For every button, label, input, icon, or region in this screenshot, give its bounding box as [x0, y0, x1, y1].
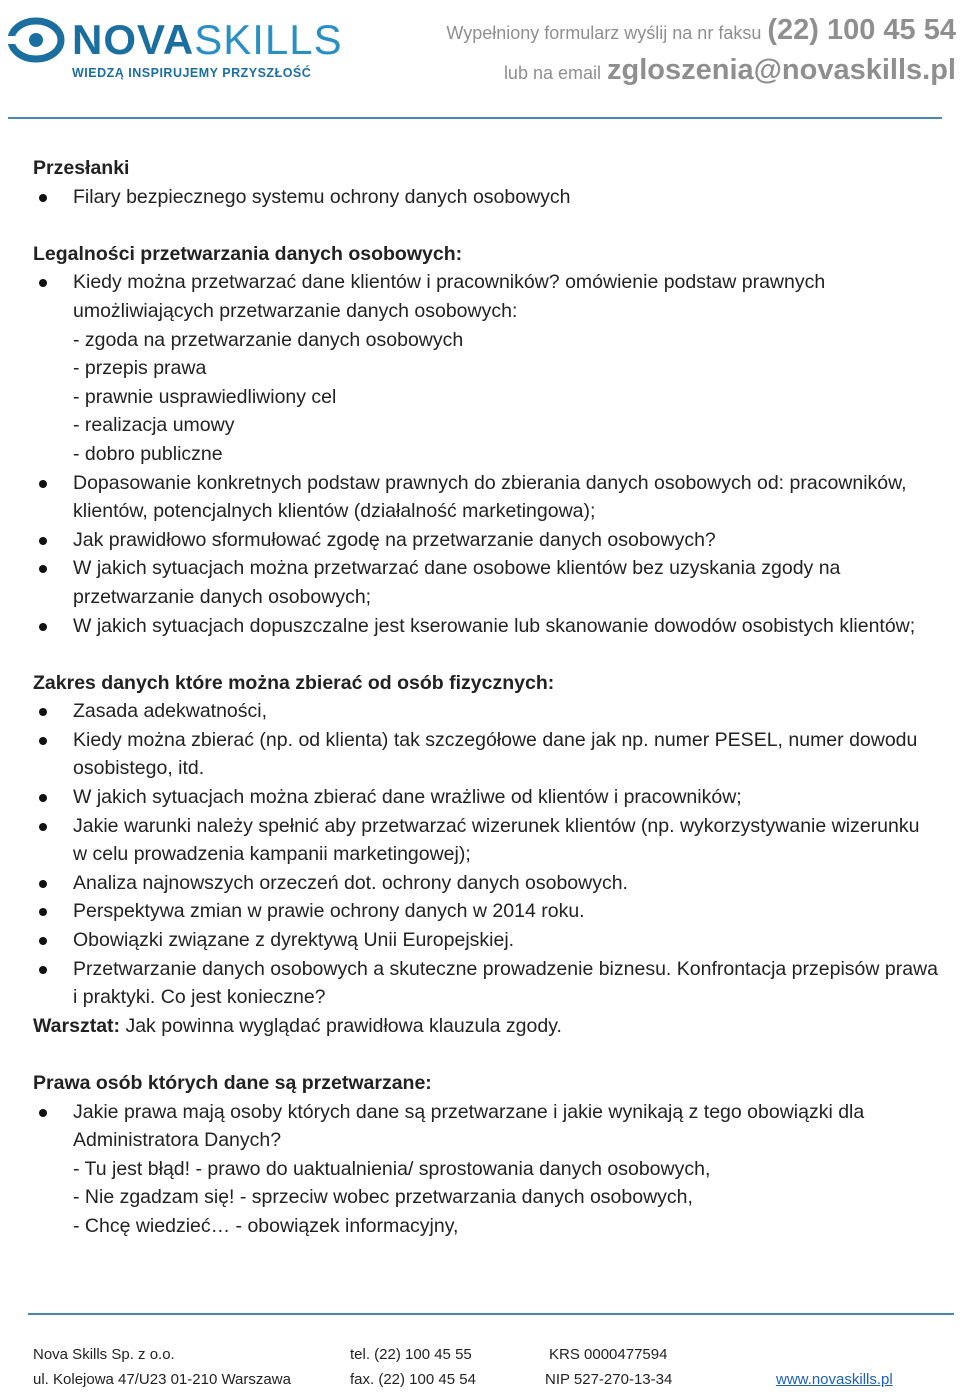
- sub-item: - dobro publiczne: [73, 442, 223, 465]
- list-item-text: W jakich sytuacjach dopuszczalne jest kserowanie lub skanowanie dowodów osobistych klientów;: [73, 614, 916, 637]
- bullet-icon: [39, 708, 47, 716]
- list-item: [33, 183, 938, 212]
- list-item-text: Jak prawidłowo sformułować zgodę na przetwarzanie danych osobowych?: [73, 528, 716, 551]
- list-item: [33, 612, 938, 641]
- bullet-icon: [39, 880, 47, 888]
- sub-item: - Tu jest błąd! - prawo do uaktualnienia/ sprostowania danych osobowych,: [73, 1157, 711, 1180]
- list-item: [33, 812, 938, 869]
- bullet-icon: [39, 823, 47, 831]
- legalnosc-list: [33, 268, 938, 640]
- header-contact: [446, 14, 956, 94]
- list-item-text: Przetwarzanie danych osobowych a skuteczne prowadzenie biznesu. Konfrontacja przepisów prawa i praktyki. Co jest konieczne?: [73, 957, 938, 1009]
- footer-tel: tel. (22) 100 45 55: [350, 1346, 472, 1363]
- list-item: [33, 955, 938, 1012]
- footer-fax: fax. (22) 100 45 54: [350, 1371, 476, 1388]
- section-title-zakres: Zakres danych które można zbierać od osób fizycznych:: [33, 671, 555, 694]
- bullet-icon: [39, 908, 47, 916]
- footer-website-link[interactable]: www.novaskills.pl: [776, 1371, 893, 1388]
- logo-mark-icon: [8, 14, 66, 66]
- list-item: [33, 1098, 938, 1241]
- fax-number: (22) 100 45 54: [767, 14, 956, 46]
- email-label: lub na email: [503, 63, 601, 83]
- bullet-icon: [39, 194, 47, 202]
- list-item-text: Jakie prawa mają osoby których dane są przetwarzane i jakie wynikają z tego obowiązki dla Administratora Danych?: [73, 1100, 865, 1152]
- przeslanki-list: [33, 183, 938, 212]
- list-item-text: Analiza najnowszych orzeczeń dot. ochrony danych osobowych.: [73, 871, 628, 894]
- logo-tagline: WIEDZĄ INSPIRUJEMY PRZYSZŁOŚĆ: [72, 66, 312, 80]
- logo-wordmark: [72, 16, 343, 64]
- list-item-text: Kiedy można przetwarzać dane klientów i pracowników? omówienie podstaw prawnych umożliwiających przetwarzanie danych osobowych:: [73, 271, 826, 322]
- section-title-prawa: Prawa osób których dane są przetwarzane:: [33, 1072, 432, 1094]
- logo-word-skills: SKILLS: [194, 16, 343, 63]
- footer-nip: NIP 527-270-13-34: [545, 1371, 673, 1388]
- list-item-text: Kiedy można zbierać (np. od klienta) tak szczegółowe dane jak np. numer PESEL, numer dowodu osobistego, itd.: [73, 728, 918, 780]
- list-item-text: Filary bezpiecznego systemu ochrony danych osobowych: [73, 185, 571, 208]
- header-divider: [8, 117, 942, 119]
- bullet-icon: [39, 279, 47, 287]
- page-header: [0, 0, 960, 120]
- fax-label: Wypełniony formularz wyślij na nr faksu: [446, 23, 762, 43]
- zakres-list: [33, 697, 938, 1012]
- warsztat-label: Warsztat:: [33, 1014, 121, 1037]
- bullet-icon: [39, 937, 47, 945]
- sub-item: - zgoda na przetwarzanie danych osobowych: [73, 328, 464, 351]
- prawa-list: [33, 1098, 938, 1241]
- sub-item: - prawnie usprawiedliwiony cel: [73, 385, 337, 408]
- list-item-text: Zasada adekwatności,: [73, 700, 268, 723]
- logo-word-nova: NOVA: [72, 16, 195, 63]
- list-item-text: W jakich sytuacjach można zbierać dane wrażliwe od klientów i pracowników;: [73, 786, 742, 809]
- list-item: [33, 469, 938, 526]
- list-item: [33, 869, 938, 898]
- bullet-icon: [39, 623, 47, 631]
- list-item: [33, 526, 938, 555]
- list-item-text: Perspektywa zmian w prawie ochrony danych w 2014 roku.: [73, 900, 585, 923]
- list-item-text: Jakie warunki należy spełnić aby przetwarzać wizerunek klientów (np. wykorzystywanie wizerunku w celu prowadzenia kampanii marketingowej);: [73, 814, 920, 866]
- novaskills-logo: [8, 10, 353, 85]
- list-item-text: Obowiązki związane z dyrektywą Unii Europejskiej.: [73, 929, 515, 952]
- bullet-icon: [39, 794, 47, 802]
- email-address[interactable]: zgloszenia@novaskills.pl: [607, 54, 956, 86]
- section-title-przeslanki: Przesłanki: [33, 157, 130, 179]
- list-item: [33, 697, 938, 726]
- list-item: [33, 783, 938, 812]
- footer-krs: KRS 0000477594: [549, 1346, 668, 1363]
- list-item: [33, 897, 938, 926]
- warsztat-text: Jak powinna wyglądać prawidłowa klauzula zgody.: [120, 1014, 562, 1037]
- fax-row: [446, 14, 956, 54]
- footer-divider: [28, 1313, 954, 1315]
- list-item: [33, 268, 938, 468]
- section-title-legalnosc: Legalności przetwarzania danych osobowych:: [33, 242, 463, 265]
- bullet-icon: [39, 480, 47, 488]
- list-item: [33, 554, 938, 611]
- bullet-icon: [39, 1109, 47, 1117]
- bullet-icon: [39, 565, 47, 573]
- bullet-icon: [39, 966, 47, 974]
- footer-address: ul. Kolejowa 47/U23 01-210 Warszawa: [33, 1371, 291, 1388]
- footer-company: Nova Skills Sp. z o.o.: [33, 1346, 175, 1363]
- list-item-text: Dopasowanie konkretnych podstaw prawnych do zbierania danych osobowych od: pracowników, klientów, potencjalnych klientów (działalność marketingowa);: [73, 471, 907, 523]
- program-content: [33, 154, 938, 1241]
- sub-item: - realizacja umowy: [73, 414, 235, 437]
- bullet-icon: [39, 537, 47, 545]
- list-item: [33, 726, 938, 783]
- email-row: [446, 54, 956, 94]
- list-item: [33, 926, 938, 955]
- bullet-icon: [39, 737, 47, 745]
- sub-item: - przepis prawa: [73, 357, 207, 380]
- sub-item: - Chcę wiedzieć… - obowiązek informacyjny,: [73, 1214, 459, 1237]
- list-item-text: W jakich sytuacjach można przetwarzać dane osobowe klientów bez uzyskania zgody na przetwarzanie danych osobowych;: [73, 557, 841, 608]
- sub-item: - Nie zgadzam się! - sprzeciw wobec przetwarzania danych osobowych,: [73, 1186, 693, 1209]
- warsztat-line: [33, 1012, 938, 1041]
